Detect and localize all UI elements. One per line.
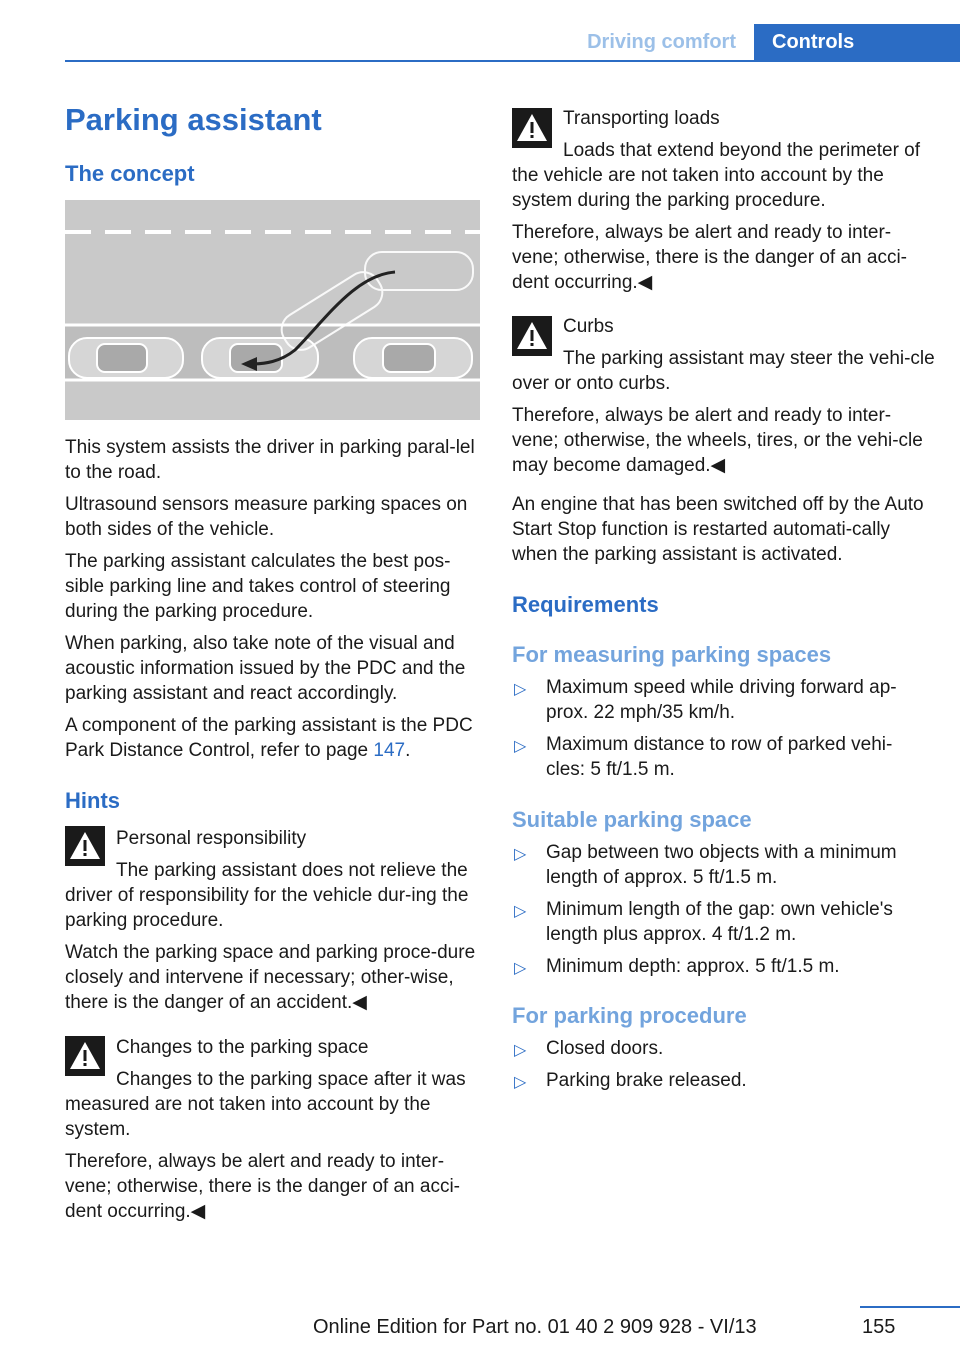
concept-heading: The concept bbox=[65, 161, 195, 186]
list-item: Minimum length of the gap: own vehicle's length plus approx. 4 ft/1.2 m. bbox=[546, 899, 893, 945]
bullet-icon: ▷ bbox=[514, 681, 527, 698]
list-item: Maximum distance to row of parked vehi-cles: 5 ft/1.5 m. bbox=[546, 734, 893, 780]
concept-paragraph-2: Ultrasound sensors measure parking spaces on both sides of the vehicle. bbox=[65, 494, 468, 540]
warning-4-paragraph-2: Therefore, always be alert and ready to inter-vene; otherwise, the wheels, tires, or the vehi-cle may become damaged.◀ bbox=[512, 405, 923, 476]
header-section-tab[interactable]: Driving comfort bbox=[587, 31, 736, 53]
hints-heading: Hints bbox=[65, 788, 120, 813]
list-item: Gap between two objects with a minimum length of approx. 5 ft/1.5 m. bbox=[546, 842, 897, 888]
list-item: Minimum depth: approx. 5 ft/1.5 m. bbox=[546, 956, 840, 977]
page-title: Parking assistant bbox=[65, 102, 322, 137]
page-reference-link[interactable]: 147 bbox=[373, 740, 406, 761]
bullet-icon: ▷ bbox=[514, 1042, 527, 1059]
bullet-icon: ▷ bbox=[514, 1074, 527, 1091]
list-item: Parking brake released. bbox=[546, 1070, 747, 1091]
warning-4-title: Curbs bbox=[563, 316, 614, 337]
bullet-icon: ▷ bbox=[514, 903, 527, 920]
bullet-icon: ▷ bbox=[514, 846, 527, 863]
suitable-space-heading: Suitable parking space bbox=[512, 807, 752, 832]
concept-paragraph-1: This system assists the driver in parking paral-lel to the road. bbox=[65, 437, 475, 483]
page-number: 155 bbox=[862, 1316, 896, 1338]
parked-car-right bbox=[354, 338, 472, 378]
warning-1-paragraph-2: Watch the parking space and parking proce-dure closely and intervene if necessary; other-wise, there is the danger of an accident.◀ bbox=[65, 942, 476, 1013]
bullet-icon: ▷ bbox=[514, 960, 527, 977]
header-chapter-tab[interactable]: Controls bbox=[754, 24, 960, 62]
warning-2-paragraph-2: Therefore, always be alert and ready to inter-vene; otherwise, there is the danger of an acci-dent occurring.◀ bbox=[65, 1151, 461, 1222]
warning-4-text: The parking assistant may steer the vehi-cle over or onto curbs. bbox=[512, 348, 935, 394]
warning-3-paragraph-2: Therefore, always be alert and ready to inter-vene; otherwise, there is the danger of an acci-dent occurring.◀ bbox=[512, 222, 908, 293]
procedure-heading: For parking procedure bbox=[512, 1003, 747, 1028]
parking-illustration bbox=[65, 200, 480, 420]
warning-1-text: The parking assistant does not relieve the driver of responsibility for the vehicle dur-ing the parking procedure. bbox=[65, 860, 469, 931]
parking-diagram-svg bbox=[65, 200, 480, 420]
warning-1-title: Personal responsibility bbox=[116, 828, 307, 849]
warning-3-text: Loads that extend beyond the perimeter of the vehicle are not taken into account by the system during the parking procedure. bbox=[512, 140, 921, 211]
warning-2-title: Changes to the parking space bbox=[116, 1037, 369, 1058]
concept-p5-end: . bbox=[405, 740, 411, 761]
concept-p5-text: A component of the parking assistant is the PDC Park Distance Control, refer to page bbox=[65, 715, 473, 761]
header-tabs bbox=[569, 24, 960, 62]
footer-rule bbox=[860, 1306, 960, 1308]
concept-paragraph-5 bbox=[65, 713, 485, 763]
requirements-heading: Requirements bbox=[512, 592, 659, 617]
parked-car-left bbox=[69, 338, 183, 378]
edition-note: Online Edition for Part no. 01 40 2 909 928 - VI/13 bbox=[313, 1316, 757, 1338]
warning-3-title: Transporting loads bbox=[563, 108, 720, 129]
measuring-heading: For measuring parking spaces bbox=[512, 642, 832, 667]
bullet-icon: ▷ bbox=[514, 738, 527, 755]
auto-start-stop-paragraph: An engine that has been switched off by the Auto Start Stop function is restarted automati-cally when the parking assistant is activated. bbox=[512, 494, 924, 565]
header-rule bbox=[65, 60, 960, 62]
concept-paragraph-3: The parking assistant calculates the best pos-sible parking line and takes control of steering during the parking procedure. bbox=[65, 551, 451, 622]
concept-paragraph-4: When parking, also take note of the visual and acoustic information issued by the PDC and the parking assistant and react accordingly. bbox=[65, 633, 466, 704]
list-item: Closed doors. bbox=[546, 1038, 664, 1059]
list-item: Maximum speed while driving forward ap-prox. 22 mph/35 km/h. bbox=[546, 677, 897, 723]
warning-2-text: Changes to the parking space after it was measured are not taken into account by the system. bbox=[65, 1069, 466, 1140]
